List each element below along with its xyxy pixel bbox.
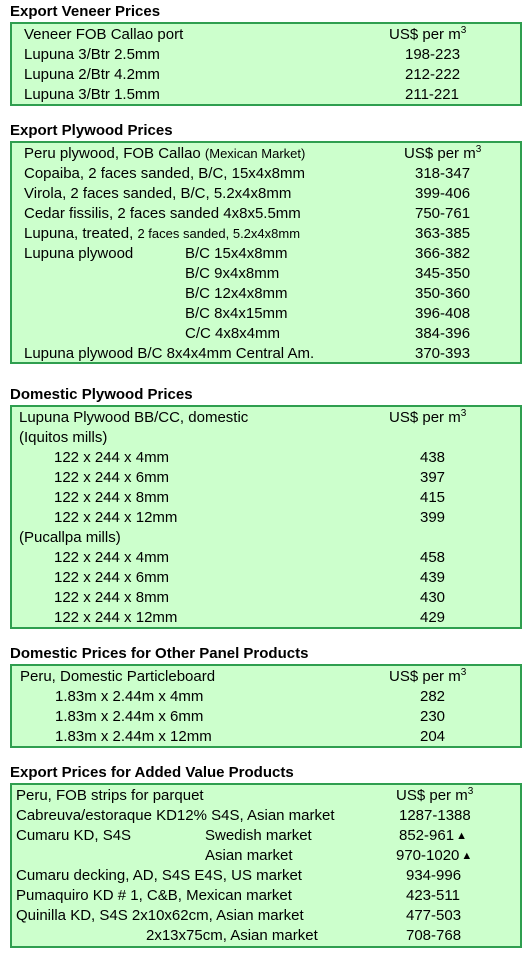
product-label: Quinilla KD, S4S 2x10x62cm, Asian market <box>16 907 304 924</box>
header-label: Lupuna Plywood BB/CC, domestic <box>19 409 249 426</box>
section-title-export-plywood: Export Plywood Prices <box>10 122 173 139</box>
table-row <box>12 164 520 184</box>
table-row <box>12 304 520 324</box>
size-label: 122 x 244 x 6mm <box>54 569 170 586</box>
header-label: Peru, FOB strips for parquet <box>16 787 204 804</box>
domestic-plywood-price-table <box>10 405 522 629</box>
table-row <box>12 508 520 528</box>
size-label: 122 x 244 x 4mm <box>54 549 170 566</box>
up-arrow-icon: ▲ <box>456 830 467 842</box>
table-row <box>12 707 520 727</box>
table-row <box>12 244 520 264</box>
product-label: 2x13x75cm, Asian market <box>146 927 318 944</box>
table-row <box>12 548 520 568</box>
size-label: 1.83m x 2.44m x 12mm <box>55 728 212 745</box>
price-value: 204 <box>420 728 446 745</box>
product-label: Cabreuva/estoraque KD12% S4S, Asian market <box>16 807 335 824</box>
price-value: 438 <box>420 449 446 466</box>
table-row <box>12 324 520 344</box>
product-label: Lupuna 3/Btr 2.5mm <box>24 46 160 63</box>
price-value: 350-360 <box>415 285 471 302</box>
product-label: Pumaquiro KD # 1, C&B, Mexican market <box>16 887 292 904</box>
price-value: 230 <box>420 708 446 725</box>
export-plywood-price-table <box>10 141 522 364</box>
table-row <box>12 284 520 304</box>
mill-group-label: (Iquitos mills) <box>19 429 108 446</box>
product-label: Cedar fissilis, 2 faces sanded 4x8x5.5mm <box>24 205 301 222</box>
section-title-added-value: Export Prices for Added Value Products <box>10 764 294 781</box>
table-row <box>12 687 520 707</box>
table-row <box>12 184 520 204</box>
size-label: 1.83m x 2.44m x 6mm <box>55 708 204 725</box>
grade-label: B/C 8x4x15mm <box>185 305 288 322</box>
table-row <box>12 488 520 508</box>
veneer-price-table <box>10 22 522 106</box>
header-label: Peru, Domestic Particleboard <box>20 668 216 685</box>
price-value: 212-222 <box>405 66 461 83</box>
table-row <box>12 846 520 866</box>
size-label: 122 x 244 x 6mm <box>54 469 170 486</box>
table-header <box>12 25 520 45</box>
price-value: 1287-1388 <box>399 807 471 824</box>
unit-label: US$ per $m^3$ <box>396 786 474 804</box>
size-label: 1.83m x 2.44m x 4mm <box>55 688 204 705</box>
size-label: 122 x 244 x 8mm <box>54 589 170 606</box>
product-label: Lupuna plywood <box>24 245 134 262</box>
price-value: 439 <box>420 569 446 586</box>
price-value: 429 <box>420 609 446 626</box>
header-label: Veneer FOB Callao port <box>24 26 184 43</box>
section-title-export-veneer: Export Veneer Prices <box>10 3 161 20</box>
table-row <box>12 727 520 747</box>
product-label: Lupuna 3/Btr 1.5mm <box>24 86 160 103</box>
price-value: 345-350 <box>415 265 471 282</box>
price-value: 708-768 <box>406 927 462 944</box>
table-row <box>12 264 520 284</box>
price-value: 366-382 <box>415 245 471 262</box>
table-header <box>12 408 520 428</box>
table-header <box>12 144 520 164</box>
size-label: 122 x 244 x 8mm <box>54 489 170 506</box>
price-value: 397 <box>420 469 446 486</box>
header-label: Peru plywood, FOB Callao (Mexican Market) <box>24 145 306 162</box>
table-header <box>12 786 520 806</box>
price-value: 852-961 ▲ <box>399 827 467 844</box>
unit-label: US$ per $m^3$ <box>389 408 467 426</box>
table-row <box>12 826 520 846</box>
price-value: 198-223 <box>405 46 461 63</box>
price-value: 423-511 <box>406 887 460 904</box>
table-row <box>12 588 520 608</box>
section-title-domestic-plywood: Domestic Plywood Prices <box>10 386 193 403</box>
market-label: Asian market <box>205 847 293 864</box>
table-row <box>12 468 520 488</box>
market-label: Swedish market <box>205 827 312 844</box>
price-value: 415 <box>420 489 446 506</box>
table-row <box>12 926 520 946</box>
table-row <box>12 906 520 926</box>
size-label: 122 x 244 x 12mm <box>54 509 178 526</box>
product-label: Copaiba, 2 faces sanded, B/C, 15x4x8mm <box>24 165 305 182</box>
table-row <box>12 568 520 588</box>
domestic-panel-price-table <box>10 664 522 748</box>
group-label <box>12 528 520 548</box>
table-row <box>12 85 520 105</box>
product-label: Lupuna 2/Btr 4.2mm <box>24 66 160 83</box>
mill-group-label: (Pucallpa mills) <box>19 529 121 546</box>
table-row <box>12 448 520 468</box>
grade-label: B/C 12x4x8mm <box>185 285 288 302</box>
price-value: 396-408 <box>415 305 471 322</box>
product-label: Virola, 2 faces sanded, B/C, 5.2x4x8mm <box>24 185 292 202</box>
price-value: 399 <box>420 509 446 526</box>
grade-label: B/C 15x4x8mm <box>185 245 288 262</box>
price-value: 477-503 <box>406 907 462 924</box>
price-value: 750-761 <box>415 205 471 222</box>
grade-label: C/C 4x8x4mm <box>185 325 281 342</box>
price-value: 282 <box>420 688 446 705</box>
size-label: 122 x 244 x 12mm <box>54 609 178 626</box>
price-value: 970-1020 ▲ <box>396 847 473 864</box>
up-arrow-icon: ▲ <box>461 850 473 862</box>
product-label: Cumaru decking, AD, S4S E4S, US market <box>16 867 302 884</box>
table-header <box>12 667 520 687</box>
table-row <box>12 886 520 906</box>
price-value: 384-396 <box>415 325 471 342</box>
unit-label: US$ per $m^3$ <box>404 144 482 162</box>
price-value: 934-996 <box>406 867 462 884</box>
price-value: 430 <box>420 589 446 606</box>
table-row <box>12 65 520 85</box>
product-label: Lupuna plywood B/C 8x4x4mm Central Am. <box>24 345 315 362</box>
table-row <box>12 806 520 826</box>
size-label: 122 x 244 x 4mm <box>54 449 170 466</box>
table-row <box>12 224 520 244</box>
unit-label: US$ per $m^3$ <box>389 667 467 685</box>
section-title-domestic-panel: Domestic Prices for Other Panel Products <box>10 645 309 662</box>
table-row <box>12 608 520 628</box>
price-value: 318-347 <box>415 165 471 182</box>
table-row <box>12 45 520 65</box>
price-value: 458 <box>420 549 446 566</box>
price-value: 363-385 <box>415 225 471 242</box>
price-value: 370-393 <box>415 345 471 362</box>
grade-label: B/C 9x4x8mm <box>185 265 280 282</box>
price-value: 211-221 <box>405 86 459 103</box>
table-row <box>12 344 520 364</box>
unit-label: US$ per $m^3$ <box>389 25 467 43</box>
table-row <box>12 204 520 224</box>
product-label: Cumaru KD, S4S <box>16 827 132 844</box>
price-value: 399-406 <box>415 185 471 202</box>
added-value-price-table <box>10 783 522 948</box>
table-row <box>12 866 520 886</box>
product-label: Lupuna, treated, 2 faces sanded, 5.2x4x8mm <box>24 225 301 242</box>
group-label <box>12 428 520 448</box>
